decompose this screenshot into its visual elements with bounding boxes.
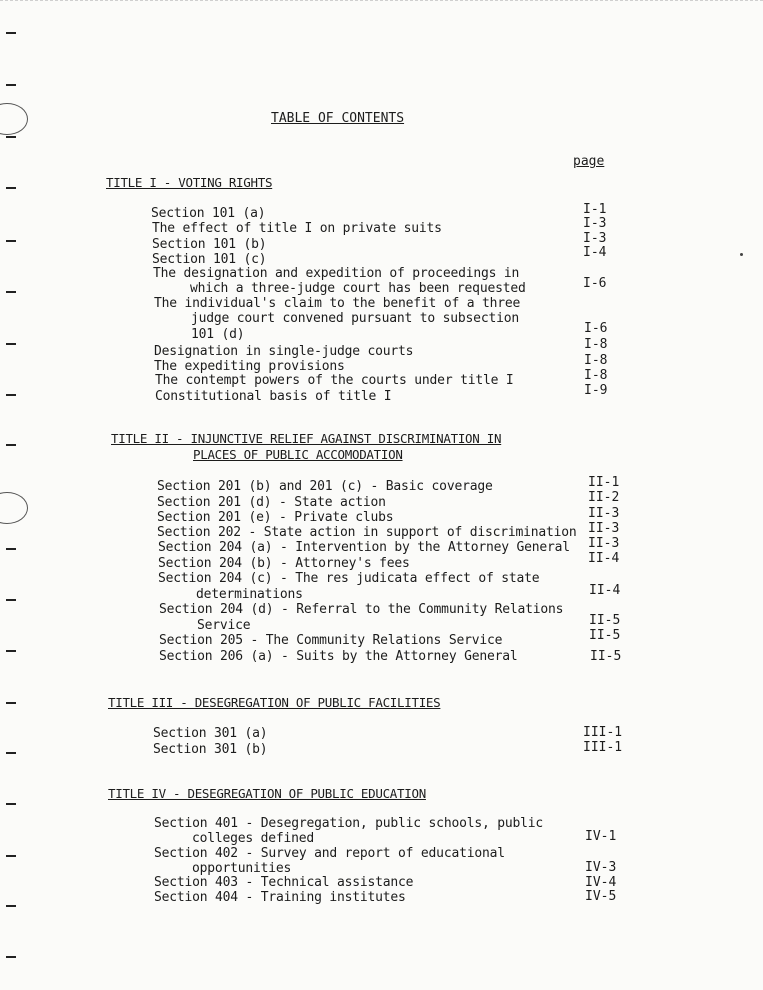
- binder-mark: [6, 803, 16, 805]
- binder-mark: [6, 136, 16, 138]
- page-number: II-3: [588, 536, 620, 551]
- toc-entry: Section 204 (c) - The res judicata effect of state: [158, 571, 540, 586]
- binder-mark: [6, 84, 16, 86]
- toc-entry: The effect of title I on private suits: [152, 221, 442, 236]
- page-number: II-4: [589, 583, 621, 598]
- page-number: I-6: [584, 321, 608, 336]
- scan-speck: [740, 253, 743, 256]
- binder-mark: [6, 905, 16, 907]
- toc-entry: Constitutional basis of title I: [155, 389, 392, 404]
- toc-entry: Section 101 (c): [152, 252, 267, 267]
- binder-mark: [6, 956, 16, 958]
- page-number: IV-3: [585, 860, 617, 875]
- binder-mark: [6, 343, 16, 345]
- binder-hole: [0, 492, 28, 524]
- page-column-label: page: [573, 154, 605, 169]
- toc-entry-cont: determinations: [196, 587, 303, 602]
- page-number: I-6: [583, 276, 607, 291]
- toc-entry: Section 403 - Technical assistance: [154, 875, 414, 890]
- toc-entry: Designation in single-judge courts: [154, 344, 414, 359]
- toc-entry: Section 301 (a): [153, 726, 268, 741]
- page-number: I-4: [583, 245, 607, 260]
- toc-entry: Section 101 (b): [152, 237, 267, 252]
- binder-mark: [6, 394, 16, 396]
- page-number: II-1: [588, 475, 620, 490]
- binder-mark: [6, 599, 16, 601]
- binder-mark: [6, 444, 16, 446]
- page-number: II-5: [590, 649, 622, 664]
- toc-entry: Section 201 (b) and 201 (c) - Basic coverage: [157, 479, 493, 494]
- scan-top-edge: [0, 0, 763, 1]
- toc-entry-cont: colleges defined: [192, 831, 315, 846]
- toc-entry: The designation and expedition of proceedings in: [153, 266, 520, 281]
- page-number: III-1: [583, 725, 623, 740]
- title-4-heading: TITLE IV - DESEGREGATION OF PUBLIC EDUCATION: [108, 786, 426, 801]
- toc-entry: Section 401 - Desegregation, public schools, public: [154, 816, 543, 831]
- toc-entry: Section 301 (b): [153, 742, 268, 757]
- page-number: I-8: [584, 337, 608, 352]
- page-number: II-5: [589, 628, 621, 643]
- toc-entry: Section 202 - State action in support of discrimination: [157, 525, 577, 540]
- page-number: IV-5: [585, 889, 617, 904]
- binder-mark: [6, 752, 16, 754]
- toc-entry: The expediting provisions: [154, 359, 345, 374]
- toc-entry: Section 201 (d) - State action: [157, 495, 386, 510]
- toc-entry: Section 204 (d) - Referral to the Community Relations: [159, 602, 564, 617]
- page-number: I-8: [584, 368, 608, 383]
- toc-heading: TABLE OF CONTENTS: [271, 111, 405, 126]
- page-number: I-3: [583, 216, 607, 231]
- binder-mark: [6, 650, 16, 652]
- page-number: I-1: [583, 202, 607, 217]
- toc-entry: Section 201 (e) - Private clubs: [157, 510, 394, 525]
- page-number: I-3: [583, 231, 607, 246]
- page-number: I-8: [584, 353, 608, 368]
- page-number: II-5: [589, 613, 621, 628]
- title-3-heading: TITLE III - DESEGREGATION OF PUBLIC FACILITIES: [108, 695, 441, 710]
- page-number: II-4: [588, 551, 620, 566]
- page-number: II-3: [588, 506, 620, 521]
- binder-hole: [0, 103, 28, 135]
- page-number: IV-4: [585, 875, 617, 890]
- binder-mark: [6, 32, 16, 34]
- page-number: I-9: [584, 383, 608, 398]
- toc-entry: The contempt powers of the courts under title I: [155, 373, 514, 388]
- title-2-heading: TITLE II - INJUNCTIVE RELIEF AGAINST DISCRIMINATION IN: [111, 431, 502, 446]
- binder-mark: [6, 548, 16, 550]
- toc-entry: Section 204 (a) - Intervention by the Attorney General: [158, 540, 570, 555]
- binder-mark: [6, 187, 16, 189]
- binder-mark: [6, 291, 16, 293]
- toc-entry: Section 205 - The Community Relations Service: [159, 633, 503, 648]
- toc-entry: The individual's claim to the benefit of a three: [154, 296, 521, 311]
- binder-mark: [6, 240, 16, 242]
- toc-entry-cont: which a three-judge court has been requested: [190, 281, 526, 296]
- binder-mark: [6, 855, 16, 857]
- binder-mark: [6, 702, 16, 704]
- toc-entry: Section 206 (a) - Suits by the Attorney General: [159, 649, 518, 664]
- toc-entry: Section 404 - Training institutes: [154, 890, 406, 905]
- page-number: III-1: [583, 740, 623, 755]
- toc-entry-cont: judge court convened pursuant to subsection: [191, 311, 519, 326]
- page-number: II-3: [588, 521, 620, 536]
- title-1-heading: TITLE I - VOTING RIGHTS: [106, 175, 273, 190]
- toc-entry-cont: opportunities: [192, 861, 292, 876]
- toc-entry-cont: 101 (d): [191, 327, 245, 342]
- title-2-heading-cont: PLACES OF PUBLIC ACCOMODATION: [193, 447, 403, 462]
- page-number: IV-1: [585, 829, 617, 844]
- page-number: II-2: [588, 490, 620, 505]
- toc-entry: Section 204 (b) - Attorney's fees: [158, 556, 410, 571]
- toc-entry: Section 101 (a): [151, 206, 266, 221]
- toc-entry: Section 402 - Survey and report of educational: [154, 846, 505, 861]
- toc-entry-cont: Service: [197, 618, 251, 633]
